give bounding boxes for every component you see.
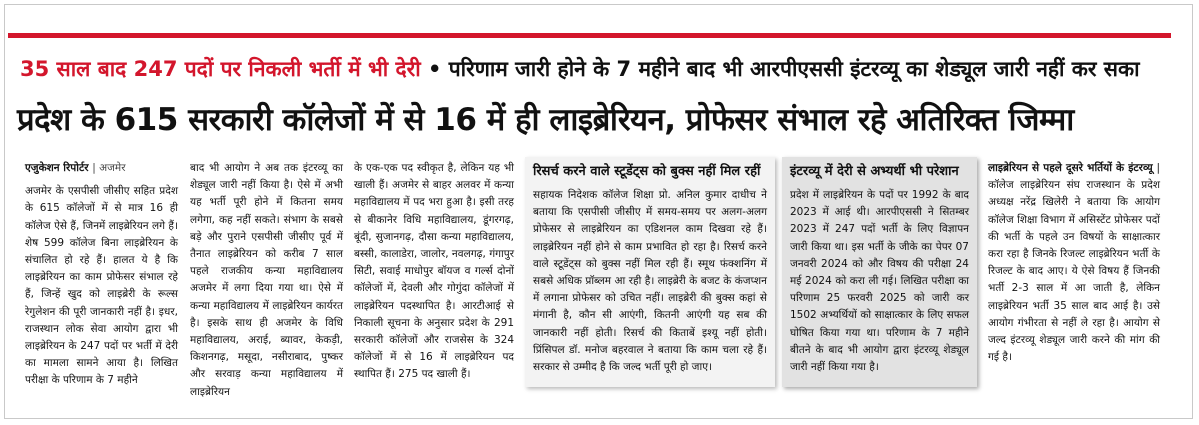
box-research-title: रिसर्च करने वाले स्टूडेंट्स को बुक्स नहीं मिल रहीं xyxy=(533,164,761,179)
box-interview-title: इंटरव्यू में देरी से अभ्यर्थी भी परेशान xyxy=(790,164,959,179)
article-column-2 xyxy=(190,160,343,401)
article-column-4 xyxy=(988,160,1160,366)
column-4-body: | कॉलेज लाइब्रेरियन संघ राजस्थान के प्रदेश अध्यक्ष नरेंद्र खिलेरी ने बताया कि आयोग कॉलेज शिक्षा विभाग में असिस्टेंट प्रोफेसर पदों की भर्ती के पहले उन विषयों के साक्षात्कार करा रहा है जिनके रिजल्ट लाइब्रेरियन भर्ती के रिजल्ट के बाद आए। ये ऐसे विषय हैं जिनकी भर्ती 2-3 साल में आ जाती है, लेकिन लाइब्रेरियन भर्ती 35 साल बाद आई है। उसे आयोग गंभीरता से नहीं ले रहा है। आयोग से जल्द इंटरव्यू शेड्यूल जारी करने की मांग की गई है। xyxy=(988,162,1160,364)
kicker-red-text: 35 साल बाद 247 पदों पर निकली भर्ती में भी देरी xyxy=(20,57,421,81)
box-interview-text: प्रदेश में लाइब्रेरियन के पदों पर 1992 के बाद 2023 में आई थी। आरपीएससी ने सितम्बर 2023 में 247 पदों भर्ती के लिए विज्ञापन जारी किया था। इस भर्ती के जीके का पेपर 07 जनवरी 2024 को और विषय की परीक्षा 24 मई 2024 को करा ली गई। लिखित परीक्षा का परिणाम 25 फरवरी 2025 को जारी कर 1502 अभ्यर्थियों को साक्षात्कार के लिए सफल घोषित किया गया था। परिणाम के 7 महीने बीतने के बाद भी आयोग द्वारा इंटरव्यू शेड्यूल जारी नहीं किया गया है। xyxy=(790,189,969,374)
headline: प्रदेश के 615 सरकारी कॉलेजों में से 16 में ही लाइब्रेरियन, प्रोफेसर संभाल रहे अतिरिक्त जिम्मा xyxy=(17,102,1074,138)
column-4-text xyxy=(988,160,1160,366)
byline-author: एजुकेशन रिपोर्टर xyxy=(25,162,89,174)
column-4-lead: लाइब्रेरियन से पहले दूसरे भर्तियों के इंटरव्यू xyxy=(988,162,1153,174)
column-1-text: अजमेर के एसपीसी जीसीए सहित प्रदेश के 615 कॉलेजों में से मात्र 16 ही कॉलेज ऐसे हैं, जिनमें लाइब्रेरियन लगे हैं। शेष 599 कॉलेज बिना लाइब्रेरियन के संचालित हो रहे हैं। हालत ये है कि लाइब्रेरियन का काम प्रोफेसर संभाल रहे हैं, जिन्हें खुद को लाइब्रेरी के रूल्स रेगुलेशन की पूरी जानकारी नहीं है। इधर, राजस्थान लोक सेवा आयोग द्वारा भी लाइब्रेरियन के 247 पदों पर भर्ती में देरी का मामला सामने आया है। लिखित परीक्षा के परिणाम के 7 महीने xyxy=(25,185,178,387)
byline-city: | अजमेर xyxy=(92,162,126,174)
byline xyxy=(25,160,178,177)
article-column-1 xyxy=(25,160,178,390)
kicker-bullet: • xyxy=(427,57,442,81)
column-3-text: के एक-एक पद स्वीकृत है, लेकिन यह भी खाली हैं। अजमेर से बाहर अलवर में कन्या महाविद्यालय में पद भरा हुआ है। इसी तरह से बीकानेर विधि महाविद्यालय, डूंगरगढ़, बूंदी, सुजानगढ़, दौसा कन्या महाविद्यालय, बस्सी, कालाडेरा, जालोर, नवलगढ़, गंगापुर सिटी, सवाई माधोपुर बॉयज व गर्ल्स दोनों कॉलेजों में, देवली और गोगुंदा कॉलेजों में लाइब्रेरियन पदस्थापित है। आरटीआई से निकाली सूचना के अनुसार प्रदेश के 291 सरकारी कॉलेजों और राजसेस के 324 कॉलेजों में से 16 में लाइब्रेरियन पद स्थापित हैं। 275 पद खाली हैं। xyxy=(354,162,515,381)
kicker-rest-text: परिणाम जारी होने के 7 महीने बाद भी आरपीएससी इंटरव्यू का शेड्यूल जारी नहीं कर सका xyxy=(448,57,1140,81)
sidebar-box-research xyxy=(525,157,775,387)
sidebar-box-interview xyxy=(782,157,977,387)
box-research-text: सहायक निदेशक कॉलेज शिक्षा प्रो. अनिल कुमार दाधीच ने बताया कि एसपीसी जीसीए में समय-समय पर अलग-अलग प्रोफेसर से लाइब्रेरियन का एडिशनल काम दिखवा रहे हैं। लाइब्रेरियन नहीं होने से काम प्रभावित हो रहा है। रिसर्च करने वाले स्टूडेंट्स को बुक्स नहीं मिल रही हैं। स्मूथ फंक्शनिंग में सबसे अधिक प्रॉब्लम आ रही है। लाइब्रेरी के बजट के कंजप्शन में लगाना प्रोफेसर को उचित नहीं। लाइब्रेरी की बुक्स कहां से मंगानी है, कौन सी आएंगी, कितनी आएंगी यह सब की जानकारी नहीं होती। रिसर्च की किताबें इश्यू नहीं होती। प्रिंसिपल डॉ. मनोज बहरवाल ने बताया कि काम चला रहे हैं। सरकार से उम्मीद है कि जल्द भर्ती पूरी हो जाए। xyxy=(533,189,767,374)
article-column-3 xyxy=(354,160,514,384)
top-red-rule xyxy=(8,33,1171,38)
column-2-text: बाद भी आयोग ने अब तक इंटरव्यू का शेड्यूल जारी नहीं किया है। ऐसे में अभी यह भर्ती पूरी होने में कितना समय लगेगा, कह नहीं सकते। संभाग के सबसे बड़े और पुराने एसपीसी जीसीए पूर्व में तैनात लाइब्रेरियन को करीब 7 साल पहले राजकीय कन्या महाविद्यालय अजमेर में लगा दिया गया था। ऐसे में कन्या महाविद्यालय में लाइब्रेरियन कार्यरत है। इसके साथ ही अजमेर के विधि महाविद्यालय, अराई, ब्यावर, केकड़ी, किशनगढ़, मसूदा, नसीराबाद, पुष्कर और सरवाड़ कन्या महाविद्यालय में लाइब्रेरियन xyxy=(190,162,343,398)
kicker-line xyxy=(20,56,1180,82)
